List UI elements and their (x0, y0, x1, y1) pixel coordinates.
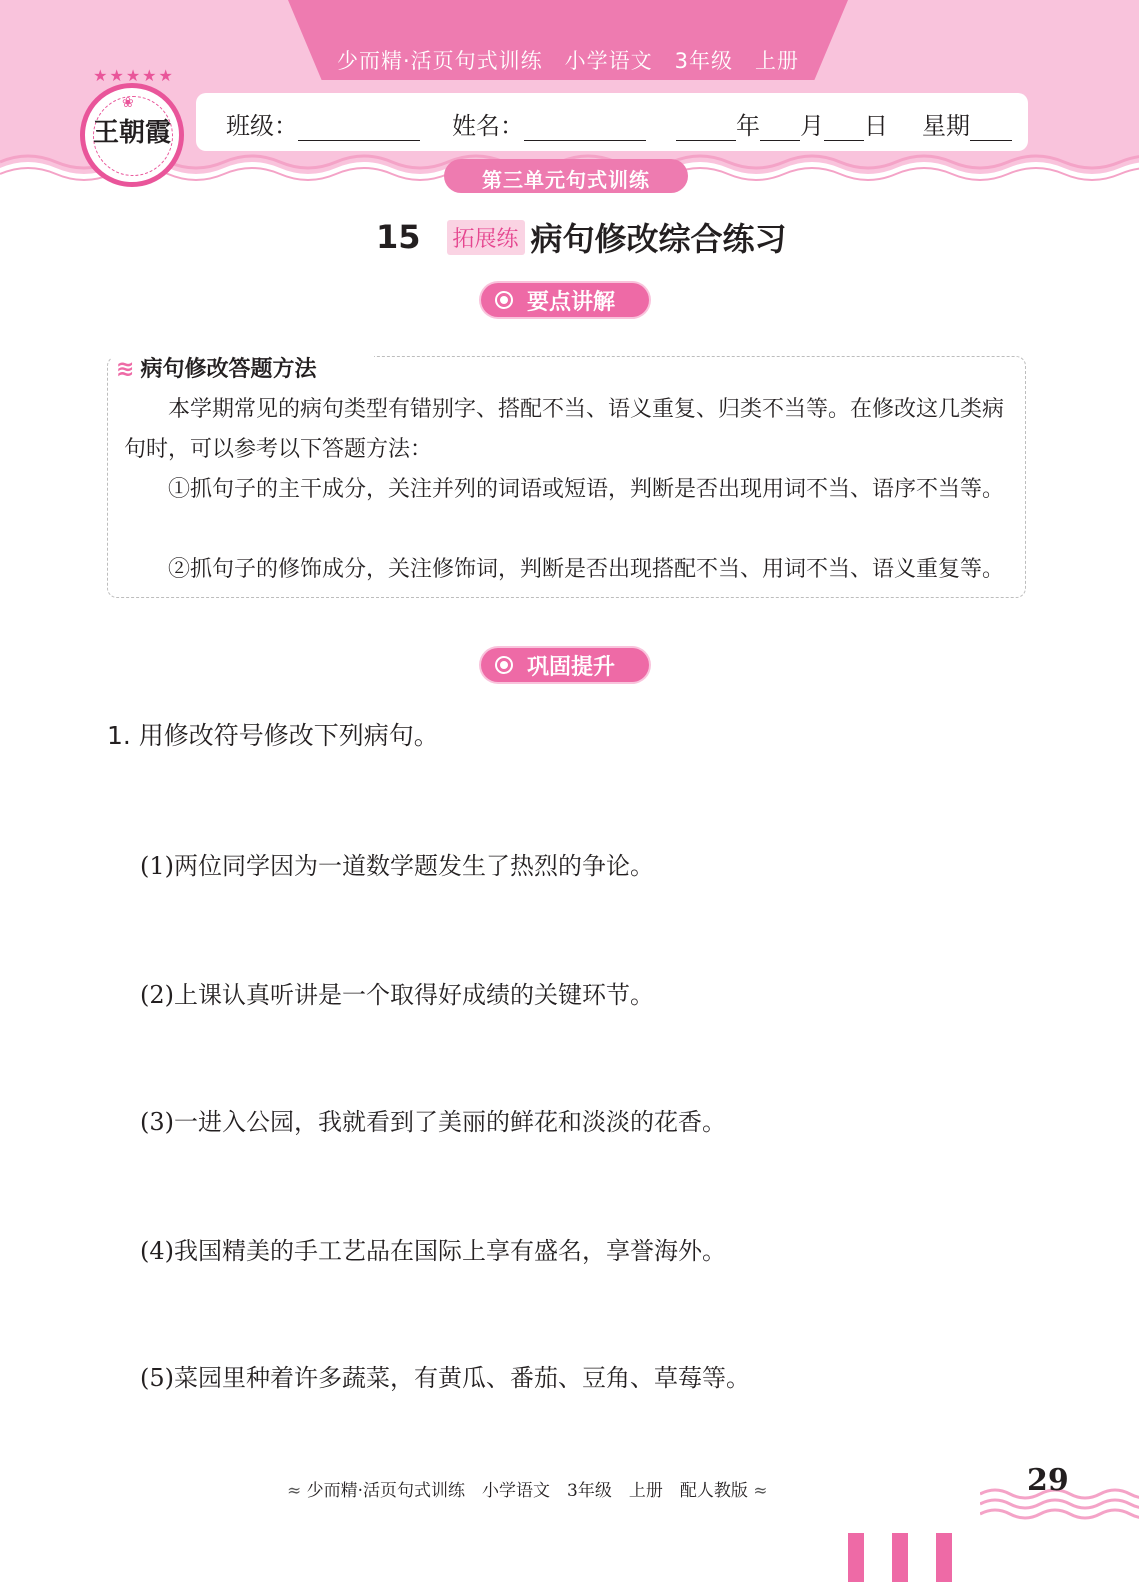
method-point-2: ②抓句子的修饰成分，关注修饰词，判断是否出现搭配不当、用词不当、语义重复等。 (168, 557, 1005, 582)
wave-icon: ≋ (116, 357, 135, 382)
week-field[interactable] (970, 114, 1012, 141)
method-point-1: ①抓句子的主干成分，关注并列的词语或短语，判断是否出现用词不当、语序不当等。 (168, 477, 1005, 502)
year-field[interactable] (676, 114, 736, 141)
name-label: 姓名： (452, 112, 524, 140)
key-points-pill (481, 283, 649, 317)
logo-text: 王朝霞 (92, 118, 171, 148)
method-title (116, 352, 316, 383)
key-points-label: 要点讲解 (527, 289, 616, 315)
method-title-text: 病句修改答题方法 (140, 357, 317, 382)
footer-wave-icon: ≈ (287, 1481, 302, 1501)
lesson-tag: 拓展练 (447, 220, 525, 255)
week-label: 星期 (922, 112, 970, 140)
class-label: 班级： (226, 112, 298, 140)
practice-pill (481, 648, 649, 682)
edge-tab-marker (892, 1533, 908, 1582)
exercise-item: (5)菜园里种着许多蔬菜，有黄瓜、番茄、豆角、草莓等。 (140, 1364, 750, 1392)
name-field[interactable] (524, 114, 646, 141)
lesson-heading: 病句修改综合练习 (530, 220, 787, 258)
footer-series: 少而精·活页句式训练 小学语文 3年级 上册 配人教版 (306, 1481, 748, 1501)
medal-icon (495, 291, 513, 309)
method-intro: 本学期常见的病句类型有错别字、搭配不当、语义重复、归类不当等。在修改这几类病句时，可以参考以下答题方法： (124, 397, 1005, 462)
day-label: 日 (864, 112, 888, 140)
lesson-number: 15 (376, 218, 421, 256)
lotus-icon: ❀ (122, 95, 134, 111)
unit-label: 第三单元句式训练 (482, 168, 650, 192)
year-label: 年 (736, 112, 760, 140)
month-label: 月 (800, 112, 824, 140)
logo-stars-icon: ★★★★★ (93, 66, 175, 85)
month-field[interactable] (760, 114, 800, 141)
exercise-item: (1)两位同学因为一道数学题发生了热烈的争论。 (140, 852, 654, 880)
lesson-title (376, 214, 787, 260)
exercise-item: (2)上课认真听讲是一个取得好成绩的关键环节。 (140, 981, 654, 1009)
series-title: 少而精·活页句式训练 小学语文 3年级 上册 (336, 49, 800, 73)
edge-tab-marker (848, 1533, 864, 1582)
exercise-heading: 1. 用修改符号修改下列病句。 (107, 721, 439, 750)
footer-text (287, 1476, 768, 1501)
student-info-row (226, 106, 1012, 141)
medal-icon (495, 656, 513, 674)
class-field[interactable] (298, 114, 420, 141)
edge-tab-marker (936, 1533, 952, 1582)
exercise-item: (3)一进入公园，我就看到了美丽的鲜花和淡淡的花香。 (140, 1108, 726, 1136)
exercise-item: (4)我国精美的手工艺品在国际上享有盛名，享誉海外。 (140, 1237, 726, 1265)
practice-label: 巩固提升 (527, 654, 616, 680)
page-number: 29 (1027, 1463, 1069, 1498)
footer-wave-icon: ≈ (753, 1481, 768, 1501)
day-field[interactable] (824, 114, 864, 141)
